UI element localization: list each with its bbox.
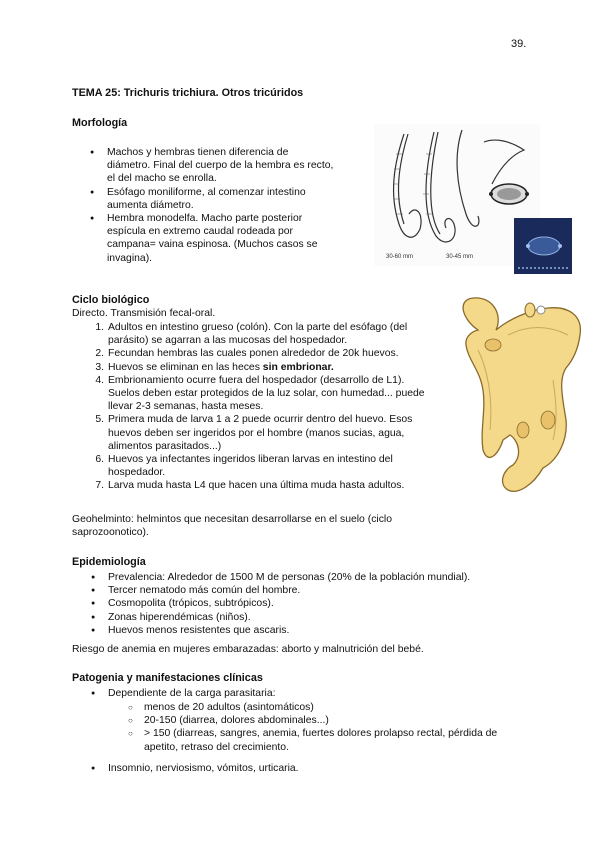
- list-item: 5. Primera muda de larva 1 a 2 puede ocurrir dentro del huevo. Esos huevos deben ser ingeridos por el hombre (manos sucias, agua, alimentos parasitados...): [95, 414, 413, 452]
- list-item: 2. Fecundan hembras las cuales ponen alrededor de 20k huevos.: [95, 348, 399, 360]
- heading-patogenia: Patogenia y manifestaciones clínicas: [72, 672, 263, 684]
- list-item: 7. Larva muda hasta L4 que hacen una última muda hasta adultos.: [95, 480, 405, 492]
- page-title: TEMA 25: Trichuris trichiura. Otros tricúridos: [72, 87, 304, 99]
- figure-label-male: 30-45 mm: [446, 254, 474, 260]
- list-item: ○ menos de 20 adultos (asintomáticos): [144, 701, 534, 714]
- patogenia-list-2: [108, 762, 548, 775]
- intestine-figure: [448, 290, 588, 500]
- list-item: ● Machos y hembras tienen diferencia de diámetro. Final del cuerpo de la hembra es recto, el del macho se enrolla.: [107, 146, 367, 186]
- patogenia-sublist: [144, 701, 534, 754]
- list-item: ● Huevos menos resistentes que ascaris.: [108, 624, 558, 637]
- list-item: 6. Huevos ya infectantes ingeridos liberan larvas en intestino del hospedador.: [95, 454, 393, 479]
- ciclo-outro: Geohelminto: helmintos que necesitan desarrollarse en el suelo (ciclo saprozoonotico).: [72, 514, 392, 539]
- list-item: ● Cosmopolita (trópicos, subtrópicos).: [108, 597, 558, 610]
- list-item: ● Tercer nematodo más común del hombre.: [108, 584, 558, 597]
- list-item: ● Zonas hiperendémicas (niños).: [108, 611, 558, 624]
- list-item: 3. Huevos se eliminan en las heces sin embrionar.: [95, 361, 334, 373]
- list-item: ○ > 150 (diarreas, sangres, anemia, fuertes dolores prolapso rectal, pérdida de apetito, retraso del crecimiento.: [144, 727, 534, 753]
- heading-ciclo: Ciclo biológico: [72, 294, 150, 306]
- morfologia-list: [107, 146, 367, 265]
- egg-micrograph-figure: [514, 218, 572, 274]
- list-item: ● Dependiente de la carga parasitaria:: [108, 687, 548, 700]
- list-item: ● Hembra monodelfa. Macho parte posterior espícula en extremo caudal rodeada por campana= vaina espinosa. (Muchos casos se invagina).: [107, 212, 367, 265]
- ciclo-intro: Directo. Transmisión fecal-oral.: [72, 308, 216, 319]
- page-number: 39.: [511, 38, 527, 50]
- list-item: ○ 20-150 (diarrea, dolores abdominales...): [144, 714, 534, 727]
- list-item: ● Esófago moniliforme, al comenzar intestino aumenta diámetro.: [107, 186, 367, 212]
- epidemiologia-outro: Riesgo de anemia en mujeres embarazadas: aborto y malnutrición del bebé.: [72, 644, 424, 655]
- list-item: ● Insomnio, nerviosismo, vómitos, urticaria.: [108, 762, 548, 775]
- list-item: ● Prevalencia: Alrededor de 1500 M de personas (20% de la población mundial).: [108, 571, 558, 584]
- ciclo-list: [95, 321, 456, 493]
- heading-epidemiologia: Epidemiología: [72, 556, 146, 568]
- patogenia-list: [108, 687, 548, 700]
- list-item: 1. Adultos en intestino grueso (colón). Con la parte del esófago (del parásito) se agarran a las mucosas del hospedador.: [95, 322, 408, 347]
- figure-label-female: 30-60 mm: [386, 254, 414, 260]
- epidemiologia-list: [108, 571, 558, 637]
- list-item: 4. Embrionamiento ocurre fuera del hospedador (desarrollo de L1). Suelos deben estar protegidos de la luz solar, con humedad... puede llevar 2-3 semanas, hasta meses.: [95, 374, 425, 413]
- heading-morfologia: Morfología: [72, 117, 128, 129]
